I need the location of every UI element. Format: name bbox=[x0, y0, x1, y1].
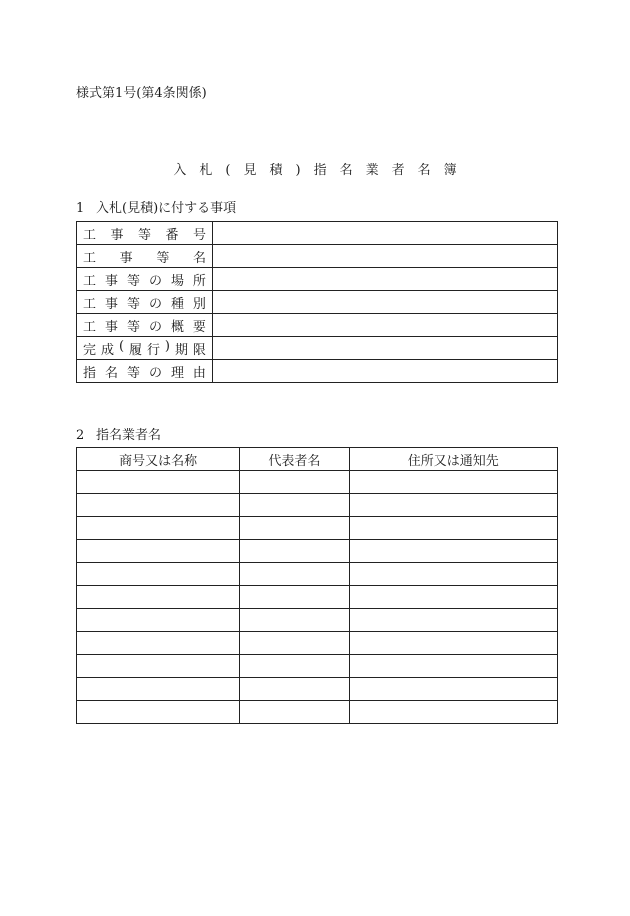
form-number: 様式第1号(第4条関係) bbox=[76, 86, 207, 101]
row-label-text: 工 事 等 番 号 bbox=[83, 227, 206, 243]
row-value bbox=[213, 245, 558, 268]
section-2-heading bbox=[76, 424, 161, 443]
row-value bbox=[213, 314, 558, 337]
table-row bbox=[77, 268, 558, 291]
row-value bbox=[213, 291, 558, 314]
table-row bbox=[77, 245, 558, 268]
company-name-cell bbox=[77, 632, 240, 655]
row-label-text: 工 事 等 の 概 要 bbox=[83, 319, 206, 335]
section-2-title: 指名業者名 bbox=[96, 428, 162, 443]
address-cell bbox=[349, 701, 557, 724]
representative-cell bbox=[240, 540, 349, 563]
company-name-cell bbox=[77, 471, 240, 494]
row-label bbox=[77, 360, 213, 383]
table-row bbox=[77, 655, 558, 678]
row-label bbox=[77, 314, 213, 337]
company-name-cell bbox=[77, 678, 240, 701]
table-row bbox=[77, 291, 558, 314]
table-row bbox=[77, 586, 558, 609]
table-row bbox=[77, 540, 558, 563]
table-row bbox=[77, 701, 558, 724]
table-row bbox=[77, 609, 558, 632]
table-row bbox=[77, 337, 558, 360]
column-header-address: 住所又は通知先 bbox=[349, 448, 557, 471]
table-row bbox=[77, 494, 558, 517]
table-row bbox=[77, 517, 558, 540]
row-label-text: 工 事 等 名 bbox=[83, 250, 206, 266]
table-row bbox=[77, 314, 558, 337]
table-row bbox=[77, 360, 558, 383]
representative-cell bbox=[240, 609, 349, 632]
address-cell bbox=[349, 494, 557, 517]
table-row bbox=[77, 563, 558, 586]
table-row bbox=[77, 222, 558, 245]
address-cell bbox=[349, 632, 557, 655]
company-name-cell bbox=[77, 540, 240, 563]
row-label bbox=[77, 245, 213, 268]
company-name-cell bbox=[77, 609, 240, 632]
representative-cell bbox=[240, 494, 349, 517]
address-cell bbox=[349, 678, 557, 701]
representative-cell bbox=[240, 632, 349, 655]
document-title: 入札(見積)指名業者名簿 bbox=[173, 163, 470, 178]
table-header-row bbox=[77, 448, 558, 471]
representative-cell bbox=[240, 517, 349, 540]
company-name-cell bbox=[77, 494, 240, 517]
address-cell bbox=[349, 655, 557, 678]
row-label bbox=[77, 337, 213, 360]
address-cell bbox=[349, 517, 557, 540]
section-1-title: 入札(見積)に付する事項 bbox=[96, 201, 237, 216]
row-label-text: 指 名 等 の 理 由 bbox=[83, 365, 206, 381]
table-row bbox=[77, 678, 558, 701]
row-label bbox=[77, 291, 213, 314]
row-value bbox=[213, 337, 558, 360]
representative-cell bbox=[240, 471, 349, 494]
table-row bbox=[77, 632, 558, 655]
section-1-number: 1 bbox=[76, 201, 85, 216]
address-cell bbox=[349, 471, 557, 494]
table-row bbox=[77, 471, 558, 494]
column-header-company-name: 商号又は名称 bbox=[77, 448, 240, 471]
representative-cell bbox=[240, 655, 349, 678]
address-cell bbox=[349, 609, 557, 632]
company-name-cell bbox=[77, 655, 240, 678]
row-label-text: 工 事 等 の 場 所 bbox=[83, 273, 206, 289]
row-value bbox=[213, 268, 558, 291]
tender-details-table bbox=[76, 221, 558, 383]
company-name-cell bbox=[77, 586, 240, 609]
section-1-heading bbox=[76, 197, 236, 216]
company-name-cell bbox=[77, 701, 240, 724]
representative-cell bbox=[240, 586, 349, 609]
designated-contractors-table bbox=[76, 447, 558, 724]
column-header-representative: 代表者名 bbox=[240, 448, 349, 471]
address-cell bbox=[349, 563, 557, 586]
company-name-cell bbox=[77, 517, 240, 540]
row-label bbox=[77, 222, 213, 245]
section-2-number: 2 bbox=[76, 428, 85, 443]
row-label-text: 完 成 ( 履 行 ) 期 限 bbox=[83, 338, 206, 358]
representative-cell bbox=[240, 701, 349, 724]
representative-cell bbox=[240, 678, 349, 701]
row-value bbox=[213, 360, 558, 383]
representative-cell bbox=[240, 563, 349, 586]
row-value bbox=[213, 222, 558, 245]
row-label-text: 工 事 等 の 種 別 bbox=[83, 296, 206, 312]
address-cell bbox=[349, 540, 557, 563]
row-label bbox=[77, 268, 213, 291]
address-cell bbox=[349, 586, 557, 609]
company-name-cell bbox=[77, 563, 240, 586]
